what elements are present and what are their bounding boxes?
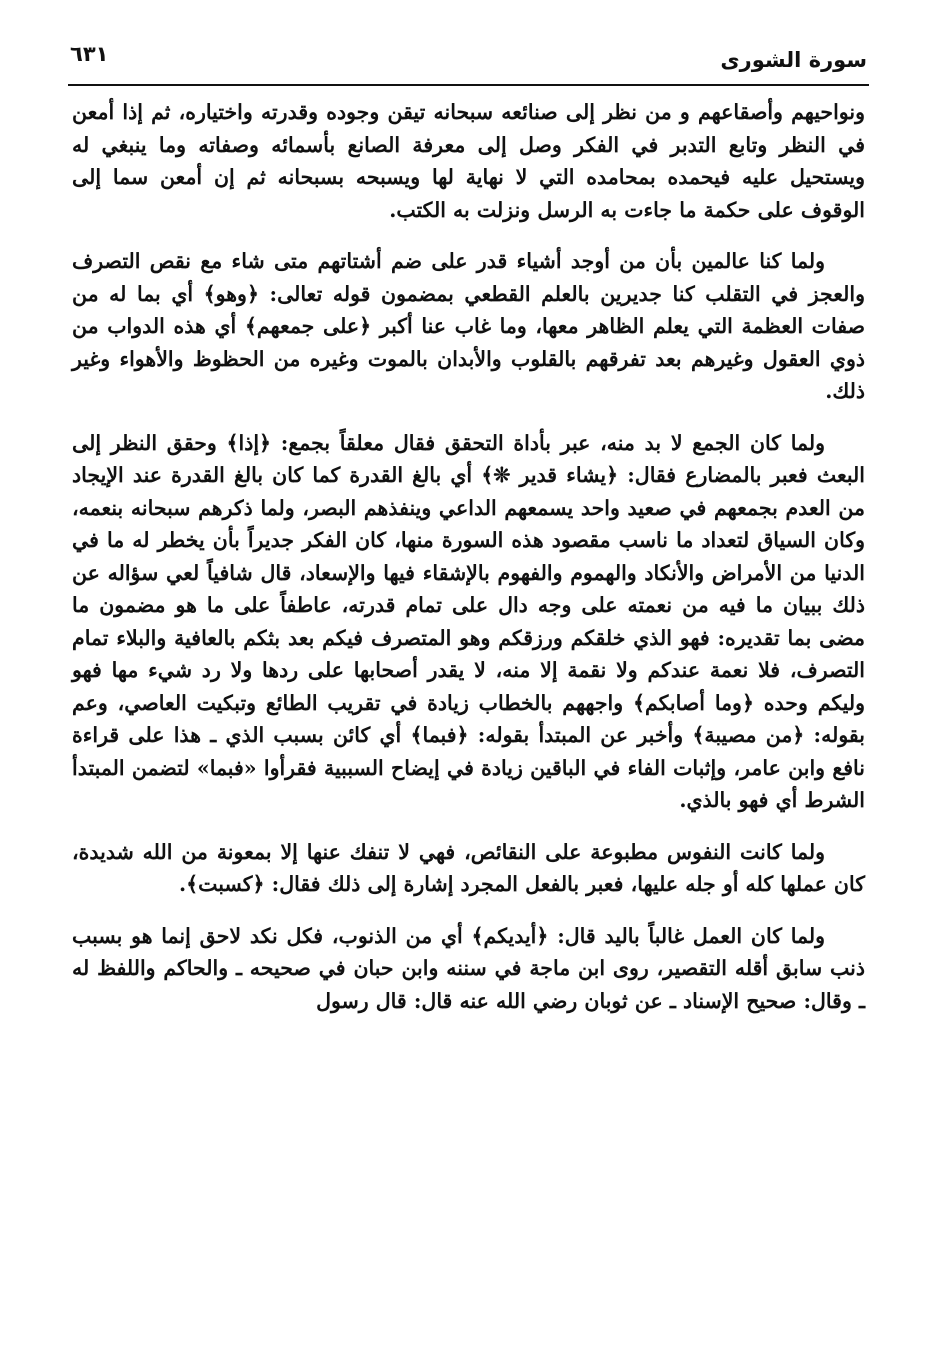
- paragraph: ولما كانت النفوس مطبوعة على النقائص، فهي لا تنفك عنها إلا بمعونة من الله شديدة، كان عملها كله أو جله عليها، فعبر بالفعل المجرد إشارة إلى ذلك فقال: ﴿كسبت﴾.: [72, 839, 865, 896]
- paragraph: ولما كنا عالمين بأن من أوجد أشياء قدر على ضم أشتاتهم متى شاء مع نقص التصرف والعجز في التقلب كنا جديرين بالعلم القطعي بمضمون قوله تعالى: ﴿وهو﴾ أي بما له من صفات العظمة التي يعلم الظاهر معها، وما غاب عنا أكبر ﴿على جمعهم﴾ أي هذه الدواب من ذوي العقول وغيرهم بعد تفرقهم بالقلوب والأبدان بالموت وغيره من الحظوظ والأهواء وغير ذلك.: [72, 249, 865, 403]
- paragraph: ولما كان الجمع لا بد منه، عبر بأداة التحقق فقال معلقاً بجمع: ﴿إذا﴾ وحقق النظر إلى البعث فعبر بالمضارع فقال: ﴿يشاء قدير ❊﴾ أي بالغ القدرة كما كان بالغ القدرة عند الإيجاد من العدم بجمعهم في صعيد واحد يسمعهم الداعي وينفذهم البصر، ولما ذكرهم سبحانه بنعمه، وكان السياق لتعداد ما ناسب مقصود هذه السورة منها، كان الفكر جديراً بأن يخطر له ما في الدنيا من الأمراض والأنكاد والهموم والفهوم بالإشقاء فيها والإسعاد، قال شافياً لعي سؤاله عن ذلك ببيان ما فيه من نعمته على وجه دال على تمام قدرته، عاطفاً على ما هو مضمون ما مضى بما تقديره: فهو الذي خلقكم ورزقكم وهو المتصرف فيكم بعد بثكم بالعافية والبلاء تمام التصرف، فلا نعمة عندكم ولا نقمة إلا منه، لا يقدر أصحابها على ردها ولا رد شيء مها فهو وليكم وحده ﴿وما أصابكم﴾ واجههم بالخطاب زيادة في تقريب الطائع وتبكيت العاصي، وعم بقوله: ﴿من مصيبة﴾ وأخبر عن المبتدأ بقوله: ﴿فبما﴾ أي كائن بسبب الذي ـ هذا على قراءة نافع وابن عامر، وإثبات الفاء في الباقين زيادة في إيضاح السببية فقرأوا «فبما» لتضمن المبتدأ الشرط أي فهو بالذي.: [72, 430, 865, 812]
- surah-title: سورة الشورى: [720, 48, 867, 72]
- page-header: [70, 40, 867, 76]
- page-body: [72, 96, 865, 1036]
- paragraph: ونواحيهم وأصقاعهم و من نظر إلى صنائعه سبحانه تيقن وجوده وقدرته واختياره، ثم إذا أمعن في النظر وتابع التدبر في الفكر وصل إلى معرفة الصانع بأسمائه وصفاته وما ينبغي له ويستحيل عليه فيحمده بمحامده التي لا نهاية لها ويسبحه بسبحانه ثم إن أمعن سما إلى الوقوف على حكمة ما جاءت به الرسل ونزلت به الكتب.: [72, 100, 865, 222]
- page-number: ٦٣١: [70, 42, 109, 66]
- header-divider: [68, 84, 869, 86]
- paragraph: ولما كان العمل غالباً باليد قال: ﴿أيديكم﴾ أي من الذنوب، فكل نكد لاحق إنما هو بسبب ذنب سابق أقله التقصير، روى ابن ماجة في سننه وابن حبان في صحيحه ـ والحاكم واللفظ له ـ وقال: صحيح الإسناد ـ عن ثوبان رضي الله عنه قال: قال رسول: [72, 923, 865, 1013]
